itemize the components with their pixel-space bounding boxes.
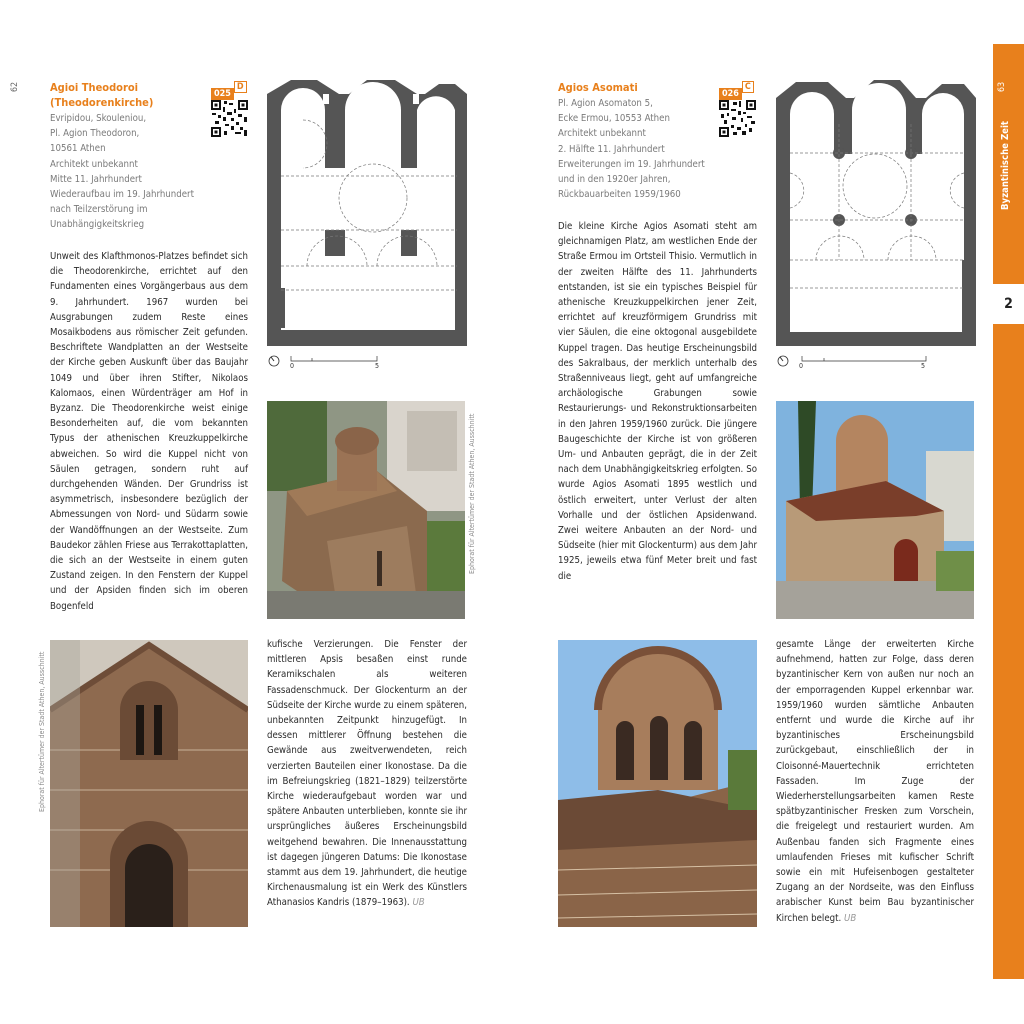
meta-line: nach Teilzerstörung im <box>50 204 148 216</box>
meta-line: Pl. Agion Theodoron, <box>50 128 140 140</box>
entry-code: 025 <box>211 88 234 100</box>
scale-label-5: 5 <box>921 362 926 370</box>
floor-plan-drawing-025 <box>267 80 467 346</box>
qr-code-icon[interactable] <box>719 100 756 137</box>
entry-body-025-col1 <box>50 249 248 614</box>
meta-line: Wiederaufbau im 19. Jahrhundert <box>50 189 194 201</box>
meta-line: Rückbauarbeiten 1959/1960 <box>558 189 681 201</box>
chapter-tab-label: Byzantinische Zeit <box>1000 121 1011 210</box>
entry-code: 026 <box>719 88 742 100</box>
author-initials: UB <box>844 912 857 924</box>
meta-line: Pl. Agion Asomaton 5, <box>558 98 653 109</box>
meta-line: Ecke Ermou, 10553 Athen <box>558 113 670 125</box>
meta-line: Mitte 11. Jahrhundert <box>50 173 142 185</box>
scale-bar-025 <box>267 353 387 371</box>
meta-line: Architekt unbekannt <box>50 158 138 170</box>
scale-label-0: 0 <box>290 362 295 370</box>
meta-line: und in den 1920er Jahren, <box>558 174 671 186</box>
meta-line: 2. Hälfte 11. Jahrhundert <box>558 143 665 155</box>
entry-title: Agios Asomati <box>558 81 638 94</box>
entry-code-badge <box>211 81 247 100</box>
author-initials: UB <box>412 897 425 909</box>
entry-code-badge <box>719 81 754 100</box>
scale-label-5: 5 <box>375 362 380 370</box>
entry-body-026-col2 <box>776 637 974 926</box>
church-exterior-photo <box>776 401 974 619</box>
church-aerial-photo <box>267 401 465 619</box>
meta-line: Erweiterungen im 19. Jahrhundert <box>558 158 705 170</box>
photo-credit: Ephorat für Altertümer der Stadt Athen, Ausschnitt <box>468 413 476 574</box>
entry-header-025 <box>50 80 210 110</box>
chapter-tab-lower <box>993 324 1024 979</box>
church-facade-photo <box>50 640 248 927</box>
church-dome-photo <box>558 640 757 927</box>
body-text: kufische Verzierungen. Die Fenster der mittleren Apsis besaßen einst runde Keramikschalen als weiteren Fassadenschmuck. Der Glockenturm an der Südseite der Kirche wurde zu einem späteren, unbekannten Zeitpunkt hinzugefügt. In dessen mittlerer Öffnung bestehen die Gewände aus zweitverwendeten, reich verzierten Bauteilen einer Ikonostase. Da die im Befreiungskrieg (1821–1829) teilzerstörte Kirche wiederaufgebaut worden war und spätere Anbauten unterblieben, konnte sie ihr ursprüngliches äußeres Erscheinungsbild weitgehend bewahren. Die Innenausstattung ist dagegen jüngeren Datums: Die Ikonostase stammt aus dem 19. Jahrhundert, die heutige Kirchenausmalung ist ein Werk des Künstlers Athanasios Kandris (1879–1963). <box>267 639 467 909</box>
page-number-left: 62 <box>10 81 21 93</box>
entry-meta-025 <box>50 111 220 233</box>
entry-subtitle: (Theodorenkirche) <box>50 96 154 109</box>
floor-plan-drawing-026 <box>776 78 976 346</box>
page-number-right: 63 <box>997 81 1008 93</box>
body-text: Unweit des Klafthmonos-Platzes befindet sich die Theodorenkirche, errichtet auf den Fundamenten eines Vorgängerbaus aus dem 9. Jahrhundert. 1967 wurden bei Ausgrabungen zudem Reste eines Mosaikbodens aus römischer Zeit gefunden. Beschriftete Wandplatten an der Westseite der Kirche geben Auskunft über das Baujahr 1049 und über ihren Stifter, Nikolaos Kalomaos, einen Würdenträger am Hof in Byzanz. Die Theodorenkirche weist einige Besonderheiten auf, die vom bekannten Typus der athenischen Kreuzkuppelkirche abweichen. So wird die Kuppel nicht von Säulen getragen, sondern ruht auf durchgehenden Wänden. Der Grundriss ist asymmetrisch, insbesondere bezüglich der Abmessungen von Nord- und Südarm sowie der Wandöffnungen an der Westseite. Zum Baudekor zählen Friese aus Terrakottaplatten, die sich an der Westseite in einem guten Zustand zeigen. In den Fenstern der Kuppel und der Apsiden finden sich im oberen Bogenfeld <box>50 251 248 612</box>
meta-line: 10561 Athen <box>50 143 106 155</box>
entry-title: Agioi Theodoroi <box>50 81 139 94</box>
meta-line: Unabhängigkeitskrieg <box>50 219 145 231</box>
scale-label-0: 0 <box>799 362 804 370</box>
chapter-number: 2 <box>1004 296 1013 312</box>
entry-code-letter: C <box>742 81 754 93</box>
chapter-number-box <box>993 284 1024 324</box>
meta-line: Evripidou, Skouleniou, <box>50 113 147 124</box>
meta-line: Architekt unbekannt <box>558 128 646 140</box>
body-text: gesamte Länge der erweiterten Kirche aufnehmend, hatten zur Folge, dass deren byzantinischer Kern von außen nur noch an der emporragenden Kuppel erkennbar war. 1959/1960 wurden sämtliche Anbauten entfernt und wurde die Kirche auf ihr byzantinisches Erscheinungsbild zurückgebaut, einschließlich der in Cloisonné-Mauertechnik errichteten Fassaden. Im Zuge der Wiederherstellungsarbeiten kamen Reste spätbyzantinischer Fresken zum Vorschein, die freigelegt und restauriert wurden. Am Außenbau fanden sich Fragmente eines umlaufenden Frieses mit kufischer Schrift sowie ein mit Hufeisenbogen gestalteter Zugang an der Nordseite, was den Einfluss arabischer Kunst beim Bau byzantinischer Kirchen belegt. <box>776 639 974 924</box>
entry-body-026-col1 <box>558 219 757 584</box>
entry-header-026 <box>558 80 718 95</box>
entry-code-letter: D <box>234 81 247 93</box>
entry-meta-026 <box>558 96 738 202</box>
body-text: Die kleine Kirche Agios Asomati steht am gleichnamigen Platz, am westlichen Ende der Straße Ermou im Ortsteil Thisio. Vermutlich in der zweiten Hälfte des 11. Jahrhunderts entstanden, ist sie ein typisches Beispiel für athenische Kreuzkuppelkirchen jener Zeit, errichtet auf kreuzförmigem Grundriss mit vier Säulen, die eine oktogonal ausgebildete Kuppel tragen. Das heutige Erscheinungsbild des Sakralbaus, der merklich unterhalb des Straßenniveaus liegt, geht auf umfangreiche archäologische Grabungen sowie Restaurierungs- und Rekonstruktionsarbeiten in den Jahren 1959/1960 zurück. Die jüngere Baugeschichte der Kirche ist von größeren Um- und Anbauten geprägt, die in der Zeit nach dem Unabhängigkeitskrieg erfolgten. So wurde Agios Asomati 1895 westlich und östlich erweitert, unter Verlust der alten Vorhalle und der östlichen Apsidenwand. Zwei weitere Anbauten an der Nord- und Südseite (hier mit Glockenturm) aus dem Jahr 1925, jeweils etwa fünf Meter breit und fast die <box>558 221 757 582</box>
photo-credit: Ephorat für Altertümer der Stadt Athen, Ausschnitt <box>38 651 46 812</box>
entry-body-025-col2 <box>267 637 467 911</box>
qr-code-icon[interactable] <box>211 100 248 137</box>
